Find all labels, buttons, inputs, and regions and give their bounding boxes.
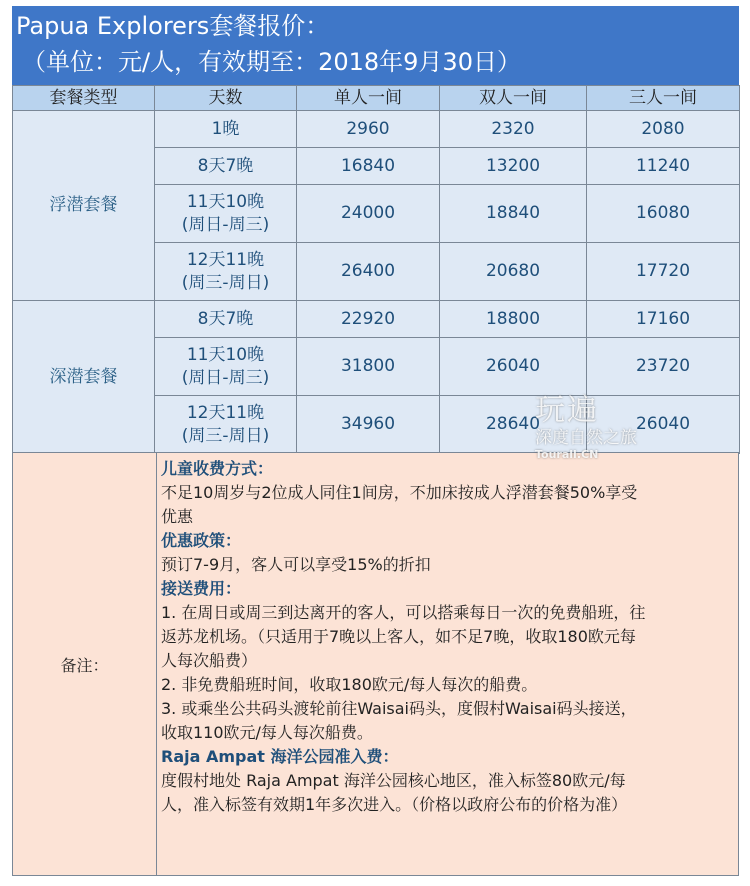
price-cell-double: 20680 bbox=[440, 243, 587, 301]
price-cell-single: 24000 bbox=[297, 185, 440, 243]
package-name-cell: 深潜套餐 bbox=[13, 301, 155, 454]
price-cell-double: 18840 bbox=[440, 185, 587, 243]
days-cell bbox=[155, 301, 297, 338]
notes-table bbox=[12, 452, 739, 876]
price-cell-single: 2960 bbox=[297, 111, 440, 148]
table-row bbox=[13, 301, 740, 338]
column-header-triple: 三人一间 bbox=[587, 86, 740, 111]
price-cell-single: 26400 bbox=[297, 243, 440, 301]
column-header-double: 双人一间 bbox=[440, 86, 587, 111]
days-cell bbox=[155, 338, 297, 396]
days-line: (周三-周日) bbox=[181, 272, 270, 293]
days-line: (周日-周三) bbox=[181, 367, 270, 388]
price-cell-triple: 11240 bbox=[587, 148, 740, 185]
note-text: 3. 或乘坐公共码头渡轮前往Waisai码头，度假村Waisai码头接送， bbox=[161, 699, 637, 718]
header-row bbox=[13, 86, 740, 111]
note-text: 不足10周岁与2位成人同住1间房，不加床按成人浮潜套餐50%享受 bbox=[161, 483, 638, 502]
column-header-single: 单人一间 bbox=[297, 86, 440, 111]
watermark bbox=[535, 394, 665, 474]
price-cell-triple: 2080 bbox=[587, 111, 740, 148]
page-subtitle: （单位：元/人，有效期至：2018年9月30日） bbox=[22, 48, 521, 76]
watermark-site: Tourall.CN bbox=[535, 448, 599, 461]
notes-row bbox=[13, 453, 739, 876]
price-cell-double: 18800 bbox=[440, 301, 587, 338]
notes-label: 备注： bbox=[13, 453, 157, 876]
note-heading: 儿童收费方式： bbox=[161, 459, 274, 478]
note-text: 人，准入标签有效期1年多次进入。（价格以政府公布的价格为准） bbox=[161, 795, 628, 814]
days-line: 1晚 bbox=[211, 118, 240, 139]
column-header-package: 套餐类型 bbox=[13, 86, 155, 111]
note-text: 度假村地处 Raja Ampat 海洋公园核心地区，准入标签80欧元/每 bbox=[161, 771, 626, 790]
note-text: 返苏龙机场。（只适用于7晚以上客人，如不足7晚，收取180欧元每 bbox=[161, 627, 636, 646]
package-name-cell: 浮潜套餐 bbox=[13, 111, 155, 301]
note-text: 1. 在周日或周三到达离开的客人，可以搭乘每日一次的免费船班，往 bbox=[161, 603, 646, 622]
price-cell-single: 22920 bbox=[297, 301, 440, 338]
note-heading: Raja Ampat 海洋公园准入费： bbox=[161, 747, 399, 766]
notes-body bbox=[157, 453, 739, 876]
note-text: 收取110欧元/每人每次船费。 bbox=[161, 723, 373, 742]
watermark-logo-text: 玩遍 bbox=[535, 393, 599, 428]
price-cell-double: 13200 bbox=[440, 148, 587, 185]
days-cell bbox=[155, 185, 297, 243]
note-text: 预订7-9月，客人可以享受15%的折扣 bbox=[161, 555, 431, 574]
title-banner bbox=[12, 6, 739, 85]
days-cell bbox=[155, 111, 297, 148]
note-text: 2. 非免费船班时间，收取180欧元/每人每次的船费。 bbox=[161, 675, 538, 694]
days-line: (周日-周三) bbox=[181, 214, 270, 235]
days-line: 11天10晚 bbox=[186, 191, 265, 212]
watermark-slogan: 深度自然之旅 bbox=[535, 428, 637, 448]
price-cell-double: 26040 bbox=[440, 338, 587, 396]
column-header-days: 天数 bbox=[155, 86, 297, 111]
days-line: 8天7晚 bbox=[197, 308, 254, 329]
days-line: 8天7晚 bbox=[197, 155, 254, 176]
note-text: 人每次船费） bbox=[161, 651, 258, 670]
price-cell-double: 2320 bbox=[440, 111, 587, 148]
price-cell-triple: 17720 bbox=[587, 243, 740, 301]
price-cell-double: 28640 bbox=[440, 396, 587, 454]
days-line: (周三-周日) bbox=[181, 425, 270, 446]
days-line: 12天11晚 bbox=[186, 402, 265, 423]
days-line: 11天10晚 bbox=[186, 344, 265, 365]
note-heading: 接送费用： bbox=[161, 579, 242, 598]
price-cell-triple: 26040 bbox=[587, 396, 740, 454]
price-cell-triple: 16080 bbox=[587, 185, 740, 243]
days-cell bbox=[155, 148, 297, 185]
price-cell-single: 31800 bbox=[297, 338, 440, 396]
price-cell-single: 34960 bbox=[297, 396, 440, 454]
note-heading: 优惠政策： bbox=[161, 531, 242, 550]
note-text: 优惠 bbox=[161, 507, 194, 526]
page-title: Papua Explorers套餐报价： bbox=[16, 12, 330, 40]
table-row bbox=[13, 111, 740, 148]
days-cell bbox=[155, 396, 297, 454]
days-cell bbox=[155, 243, 297, 301]
days-line: 12天11晚 bbox=[186, 249, 265, 270]
price-cell-single: 16840 bbox=[297, 148, 440, 185]
price-cell-triple: 17160 bbox=[587, 301, 740, 338]
price-cell-triple: 23720 bbox=[587, 338, 740, 396]
